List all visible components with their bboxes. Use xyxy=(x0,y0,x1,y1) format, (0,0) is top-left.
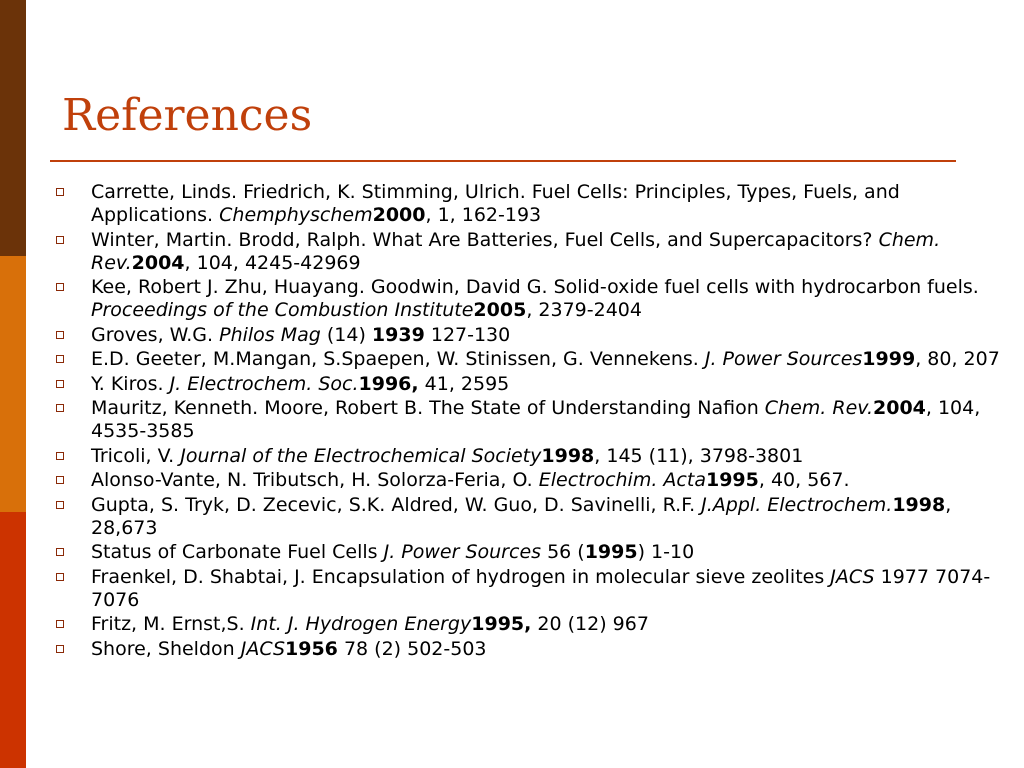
reference-authors-title: Status of Carbonate Fuel Cells xyxy=(91,541,384,563)
reference-volume: 56 ( xyxy=(541,541,585,563)
reference-year: 1999 xyxy=(862,348,916,370)
reference-item xyxy=(56,181,1006,227)
reference-pages: , 2379-2404 xyxy=(526,299,642,321)
reference-pages: , 1, 162-193 xyxy=(425,204,542,226)
slide-title: References xyxy=(62,90,313,141)
reference-item xyxy=(56,397,1006,443)
reference-item xyxy=(56,276,1006,322)
reference-journal: Int. J. Hydrogen Energy xyxy=(250,613,472,635)
reference-year: 1956 xyxy=(285,637,338,660)
hollow-square-bullet-icon xyxy=(56,236,64,244)
reference-year: 1939 xyxy=(371,323,425,346)
reference-pages: , 80, 207 xyxy=(915,348,1000,370)
reference-pages: 20 (12) 967 xyxy=(531,613,649,635)
reference-year: 1996, xyxy=(358,372,419,395)
reference-year: 2000 xyxy=(372,204,426,226)
reference-authors-title: Groves, W.G. xyxy=(91,323,220,346)
reference-year: 1995, xyxy=(471,613,532,635)
hollow-square-bullet-icon xyxy=(56,501,64,509)
reference-pages: , 145 (11), 3798-3801 xyxy=(594,444,804,467)
reference-pages: , 104, 4535-3585 xyxy=(91,397,981,442)
reference-journal: Chemphyschem xyxy=(219,204,373,226)
side-bar-bottom xyxy=(0,512,26,768)
reference-authors-title: Carrette, Linds. Friedrich, K. Stimming, Ulrich. Fuel Cells: Principles, Types, Fuels, and Applications. xyxy=(91,181,900,226)
hollow-square-bullet-icon xyxy=(56,476,64,484)
hollow-square-bullet-icon xyxy=(56,620,64,628)
reference-authors-title: Kee, Robert J. Zhu, Huayang. Goodwin, David G. Solid-oxide fuel cells with hydrocarbon fuels. xyxy=(91,276,979,298)
reference-journal: Chem. Rev. xyxy=(91,228,941,274)
reference-authors-title: Winter, Martin. Brodd, Ralph. What Are Batteries, Fuel Cells, and Supercapacitors? xyxy=(91,228,879,251)
reference-year: 1995 xyxy=(584,541,638,563)
reference-volume: (14) xyxy=(320,323,372,346)
reference-item xyxy=(56,638,1006,661)
side-bar-top xyxy=(0,0,26,256)
reference-item xyxy=(56,445,1006,468)
reference-journal: JACS xyxy=(830,565,875,588)
hollow-square-bullet-icon xyxy=(56,283,64,291)
side-bar-middle xyxy=(0,256,26,512)
hollow-square-bullet-icon xyxy=(56,188,64,196)
reference-journal: Proceedings of the Combustion Institute xyxy=(91,299,474,321)
reference-year: 1998 xyxy=(541,444,595,467)
reference-item xyxy=(56,613,1006,636)
reference-volume: 1977 7074-7076 xyxy=(91,565,991,611)
reference-journal: Electrochim. Acta xyxy=(538,469,706,491)
hollow-square-bullet-icon xyxy=(56,645,64,653)
hollow-square-bullet-icon xyxy=(56,404,64,412)
reference-item xyxy=(56,566,1006,612)
references-list xyxy=(56,181,1006,662)
reference-journal: JACS xyxy=(240,637,286,660)
reference-authors-title: Mauritz, Kenneth. Moore, Robert B. The State of Understanding Nafion xyxy=(91,397,765,419)
hollow-square-bullet-icon xyxy=(56,355,64,363)
reference-journal: J. Power Sources xyxy=(704,348,863,370)
reference-authors-title: Shore, Sheldon xyxy=(91,637,241,660)
reference-journal: Journal of the Electrochemical Society xyxy=(180,444,542,467)
reference-year: 1995 xyxy=(705,469,759,491)
reference-item xyxy=(56,494,1006,540)
reference-item xyxy=(56,229,1006,275)
reference-item xyxy=(56,541,1006,564)
reference-authors-title: Alonso-Vante, N. Tributsch, H. Solorza-Feria, O. xyxy=(91,469,539,491)
reference-pages: , 104, 4245-42969 xyxy=(184,251,361,274)
reference-authors-title: Y. Kiros. xyxy=(91,372,170,395)
hollow-square-bullet-icon xyxy=(56,380,64,388)
hollow-square-bullet-icon xyxy=(56,573,64,581)
reference-item xyxy=(56,373,1006,396)
reference-journal: J.Appl. Electrochem. xyxy=(701,493,893,516)
reference-journal: Chem. Rev. xyxy=(764,397,873,419)
reference-pages: 41, 2595 xyxy=(418,372,510,395)
reference-pages: , 40, 567. xyxy=(758,469,850,491)
reference-year: 2004 xyxy=(131,251,185,274)
reference-authors-title: Fritz, M. Ernst,S. xyxy=(91,613,251,635)
reference-authors-title: Tricoli, V. xyxy=(91,444,181,467)
hollow-square-bullet-icon xyxy=(56,548,64,556)
reference-pages: 78 (2) 502-503 xyxy=(337,637,487,660)
reference-pages: 127-130 xyxy=(424,323,511,346)
reference-journal: J. Electrochem. Soc. xyxy=(169,372,359,395)
reference-journal: J. Power Sources xyxy=(383,541,542,563)
reference-authors-title: Gupta, S. Tryk, D. Zecevic, S.K. Aldred, W. Guo, D. Savinelli, R.F. xyxy=(91,493,702,516)
reference-item xyxy=(56,324,1006,347)
hollow-square-bullet-icon xyxy=(56,331,64,339)
reference-authors-title: Fraenkel, D. Shabtai, J. Encapsulation of hydrogen in molecular sieve zeolites xyxy=(91,565,831,588)
title-underline xyxy=(50,160,956,162)
reference-pages: ) 1-10 xyxy=(637,541,695,563)
reference-item xyxy=(56,348,1006,371)
reference-journal: Philos Mag xyxy=(219,323,321,346)
reference-year: 1998 xyxy=(892,493,946,516)
reference-year: 2004 xyxy=(873,397,926,419)
reference-year: 2005 xyxy=(473,299,527,321)
hollow-square-bullet-icon xyxy=(56,452,64,460)
reference-authors-title: E.D. Geeter, M.Mangan, S.Spaepen, W. Stinissen, G. Vennekens. xyxy=(91,348,705,370)
reference-item xyxy=(56,469,1006,492)
reference-pages: , 28,673 xyxy=(91,493,952,539)
